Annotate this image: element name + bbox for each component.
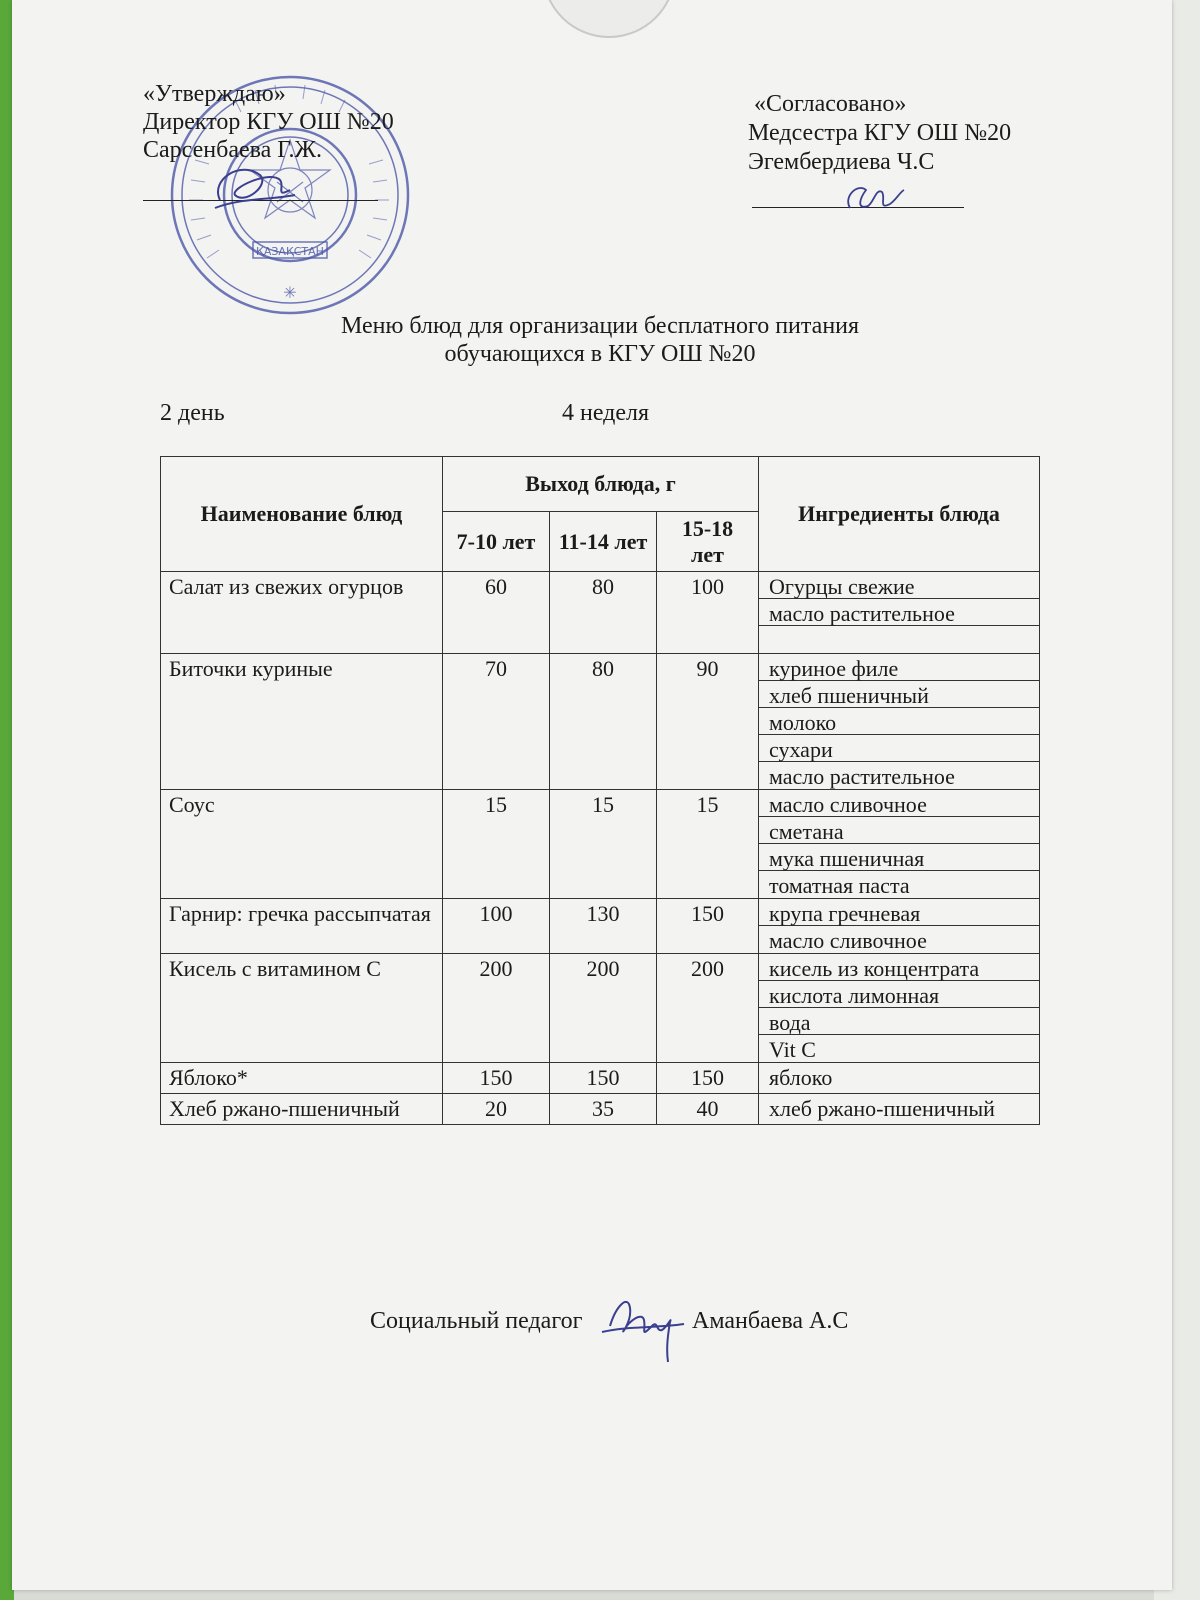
ingredient: крупа гречневая bbox=[759, 899, 1039, 926]
ingredient: яблоко bbox=[769, 1065, 833, 1090]
ingredient: куриное филе bbox=[759, 654, 1039, 681]
table-row bbox=[161, 1094, 1040, 1125]
ingredient-list bbox=[759, 1063, 1040, 1094]
ingredient: сухари bbox=[759, 735, 1039, 762]
yield-11-14: 15 bbox=[550, 790, 657, 899]
yield-15-18: 40 bbox=[657, 1094, 759, 1125]
header-ingredients: Ингредиенты блюда bbox=[759, 457, 1040, 572]
yield-11-14: 80 bbox=[550, 654, 657, 790]
header-age-7-10: 7-10 лет bbox=[443, 512, 550, 572]
header-age-11-14: 11-14 лет bbox=[550, 512, 657, 572]
ingredient: вода bbox=[759, 1008, 1039, 1035]
approval-person: Сарсенбаева Г.Ж. bbox=[143, 137, 322, 163]
ingredient: молоко bbox=[759, 708, 1039, 735]
yield-11-14: 80 bbox=[550, 572, 657, 654]
ingredient: томатная паста bbox=[769, 873, 910, 898]
header-dish-name: Наименование блюд bbox=[161, 457, 443, 572]
yield-15-18: 90 bbox=[657, 654, 759, 790]
yield-11-14: 130 bbox=[550, 899, 657, 954]
ingredient: мука пшеничная bbox=[759, 844, 1039, 871]
ingredient: масло растительное bbox=[769, 764, 955, 789]
yield-7-10: 20 bbox=[443, 1094, 550, 1125]
footer-person: Аманбаева А.С bbox=[692, 1308, 849, 1334]
ingredient: масло сливочное bbox=[759, 790, 1039, 817]
yield-11-14: 35 bbox=[550, 1094, 657, 1125]
ingredient bbox=[759, 626, 1039, 653]
yield-15-18: 200 bbox=[657, 954, 759, 1063]
ingredient: хлеб ржано-пшеничный bbox=[769, 1096, 995, 1121]
yield-15-18: 150 bbox=[657, 899, 759, 954]
yield-11-14: 200 bbox=[550, 954, 657, 1063]
footer-position: Социальный педагог bbox=[370, 1308, 583, 1334]
title-line-1: Меню блюд для организации бесплатного питания bbox=[340, 313, 860, 339]
dish-name: Кисель с витамином С bbox=[161, 954, 443, 1063]
social-pedagogue-signature bbox=[598, 1286, 686, 1366]
title-line-2: обучающихся в КГУ ОШ №20 bbox=[444, 341, 756, 367]
yield-15-18: 150 bbox=[657, 1063, 759, 1094]
director-signature bbox=[200, 150, 310, 220]
yield-7-10: 100 bbox=[443, 899, 550, 954]
yield-7-10: 200 bbox=[443, 954, 550, 1063]
yield-15-18: 15 bbox=[657, 790, 759, 899]
table-row bbox=[161, 790, 1040, 899]
agreement-block bbox=[748, 90, 1011, 177]
yield-15-18: 100 bbox=[657, 572, 759, 654]
header-output: Выход блюда, г bbox=[443, 457, 759, 512]
header-age-15-18: 15-18 лет bbox=[657, 512, 759, 572]
nurse-signature bbox=[838, 178, 908, 218]
stamp-star: ✳ bbox=[283, 285, 297, 302]
dish-name: Биточки куриные bbox=[161, 654, 443, 790]
sheet-protector-hanger bbox=[542, 0, 676, 38]
stamp-country-text: ҚАЗАҚСТАН bbox=[256, 245, 324, 258]
ingredient-list bbox=[759, 572, 1040, 654]
yield-7-10: 150 bbox=[443, 1063, 550, 1094]
dish-name: Гарнир: гречка рассыпчатая bbox=[161, 899, 443, 954]
ingredient: сметана bbox=[759, 817, 1039, 844]
ingredient: Vit C bbox=[769, 1037, 816, 1062]
menu-table bbox=[160, 456, 1040, 1125]
ingredient: Огурцы свежие bbox=[759, 572, 1039, 599]
ingredient-list bbox=[759, 654, 1040, 790]
approval-position: Директор КГУ ОШ №20 bbox=[143, 109, 394, 135]
ingredient: хлеб пшеничный bbox=[759, 681, 1039, 708]
dish-name: Хлеб ржано-пшеничный bbox=[161, 1094, 443, 1125]
yield-11-14: 150 bbox=[550, 1063, 657, 1094]
ingredient: кислота лимонная bbox=[759, 981, 1039, 1008]
table-row bbox=[161, 1063, 1040, 1094]
agreement-heading: «Согласовано» bbox=[754, 91, 907, 117]
dish-name: Яблоко* bbox=[161, 1063, 443, 1094]
agreement-person: Эгембердиева Ч.С bbox=[748, 149, 935, 175]
week-label: 4 неделя bbox=[562, 400, 650, 426]
approval-heading: «Утверждаю» bbox=[143, 81, 286, 107]
day-label: 2 день bbox=[160, 400, 225, 426]
table-row bbox=[161, 654, 1040, 790]
yield-7-10: 15 bbox=[443, 790, 550, 899]
yield-7-10: 70 bbox=[443, 654, 550, 790]
table-row bbox=[161, 572, 1040, 654]
ingredient-list bbox=[759, 1094, 1040, 1125]
ingredient: кисель из концентрата bbox=[759, 954, 1039, 981]
dish-name: Салат из свежих огурцов bbox=[161, 572, 443, 654]
agreement-position: Медсестра КГУ ОШ №20 bbox=[748, 120, 1012, 146]
document-title bbox=[0, 312, 1200, 368]
table-row bbox=[161, 954, 1040, 1063]
ingredient: масло растительное bbox=[759, 599, 1039, 626]
dish-name: Соус bbox=[161, 790, 443, 899]
ingredient-list bbox=[759, 790, 1040, 899]
table-row bbox=[161, 899, 1040, 954]
ingredient-list bbox=[759, 899, 1040, 954]
ingredient-list bbox=[759, 954, 1040, 1063]
ingredient: масло сливочное bbox=[769, 928, 927, 953]
yield-7-10: 60 bbox=[443, 572, 550, 654]
